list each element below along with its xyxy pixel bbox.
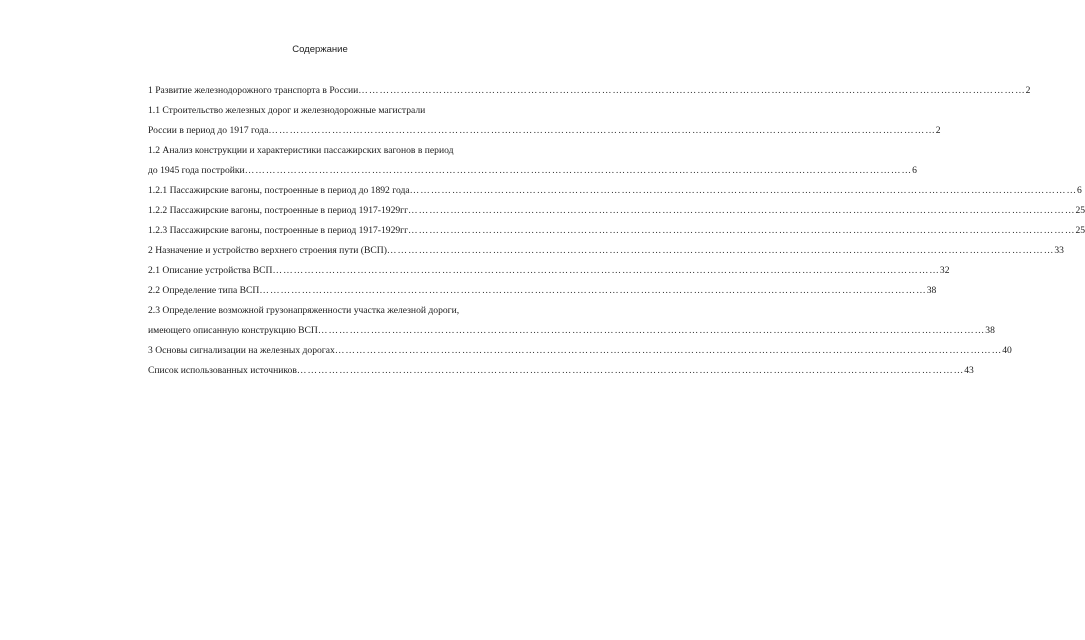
toc-entry-page: 38 bbox=[926, 285, 937, 296]
table-of-contents bbox=[148, 85, 1085, 377]
toc-entry bbox=[148, 185, 1082, 197]
toc-entry-text: 2 Назначение и устройство верхнего строения пути (ВСП) bbox=[148, 245, 387, 256]
toc-entry-text: имеющего описанную конструкцию ВСП bbox=[148, 325, 318, 336]
toc-entry-text: Список использованных источников bbox=[148, 365, 297, 376]
toc-entry-page: 2 bbox=[935, 125, 941, 136]
toc-entry bbox=[148, 165, 917, 177]
toc-leader-dots: ……………………………………………………………………………………………………………………………………………………………………… bbox=[334, 345, 1003, 356]
toc-leader-dots: ……………………………………………………………………………………………………………………………………………………………………… bbox=[408, 225, 1076, 236]
toc-entry-text: до 1945 года постройки bbox=[148, 165, 245, 176]
toc-entry bbox=[148, 245, 1064, 257]
toc-leader-dots: ……………………………………………………………………………………………………………………………………………………………………… bbox=[358, 85, 1026, 96]
toc-leader-dots: ……………………………………………………………………………………………………………………………………………………………………… bbox=[317, 325, 986, 336]
toc-entry-text: России в период до 1917 года bbox=[148, 125, 269, 136]
toc-entry bbox=[148, 365, 974, 377]
toc-leader-dots: ……………………………………………………………………………………………………………………………………………………………………… bbox=[272, 265, 940, 276]
toc-entry-text: 2.2 Определение типа ВСП bbox=[148, 285, 260, 296]
toc-entry bbox=[148, 85, 1031, 97]
toc-entry bbox=[148, 205, 1085, 217]
toc-entry-page: 40 bbox=[1002, 345, 1012, 356]
toc-entry-page: 25 bbox=[1075, 225, 1085, 236]
toc-entry bbox=[148, 225, 1085, 237]
toc-entry-text: 2.3 Определение возможной грузонапряженности участка железной дороги, bbox=[148, 305, 460, 316]
toc-entry-text: 2.1 Описание устройства ВСП bbox=[148, 265, 273, 276]
toc-entry bbox=[148, 125, 941, 137]
toc-entry bbox=[148, 345, 1012, 357]
toc-entry-text: 1.1 Строительство железных дорог и железнодорожные магистрали bbox=[148, 105, 426, 116]
toc-entry-text: 1 Развитие железнодорожного транспорта в России bbox=[148, 85, 359, 96]
toc-entry-page: 6 bbox=[912, 165, 917, 176]
toc-leader-dots: ……………………………………………………………………………………………………………………………………………………………………… bbox=[386, 245, 1055, 256]
toc-leader-dots: ……………………………………………………………………………………………………………………………………………………………………… bbox=[259, 285, 927, 296]
toc-entry-text: 1.2.1 Пассажирские вагоны, построенные в период до 1892 года bbox=[148, 185, 410, 196]
toc-entry bbox=[148, 325, 995, 337]
toc-entry-page: 32 bbox=[939, 265, 950, 276]
toc-entry bbox=[148, 305, 526, 317]
toc-entry bbox=[148, 285, 937, 297]
toc-entry-text: 1.2.2 Пассажирские вагоны, построенные в период 1917-1929гг bbox=[148, 205, 409, 216]
toc-leader-dots: ……………………………………………………………………………………………………………………………………………………………………… bbox=[296, 365, 965, 376]
toc-entry bbox=[148, 105, 526, 117]
page-title: Содержание bbox=[292, 44, 348, 55]
toc-entry bbox=[148, 265, 950, 277]
toc-leader-dots: ……………………………………………………………………………………………………………………………………………………………………… bbox=[268, 125, 936, 136]
toc-leader-dots: ……………………………………………………………………………………………………………………………………………………………………… bbox=[408, 205, 1076, 216]
toc-entry-page: 25 bbox=[1075, 205, 1085, 216]
toc-entry-text: 3 Основы сигнализации на железных дорогах bbox=[148, 345, 335, 356]
toc-entry bbox=[148, 145, 526, 157]
toc-entry-page: 33 bbox=[1054, 245, 1064, 256]
toc-entry-page: 38 bbox=[985, 325, 995, 336]
toc-entry-text: 1.2.3 Пассажирские вагоны, построенные в период 1917-1929гг bbox=[148, 225, 409, 236]
toc-leader-dots: ……………………………………………………………………………………………………………………………………………………………………… bbox=[244, 165, 913, 176]
toc-entry-page: 2 bbox=[1025, 85, 1031, 96]
toc-entry-page: 6 bbox=[1077, 185, 1082, 196]
toc-entry-page: 43 bbox=[964, 365, 974, 376]
toc-entry-text: 1.2 Анализ конструкции и характеристики пассажирских вагонов в период bbox=[148, 145, 454, 156]
toc-leader-dots: ……………………………………………………………………………………………………………………………………………………………………… bbox=[409, 185, 1078, 196]
